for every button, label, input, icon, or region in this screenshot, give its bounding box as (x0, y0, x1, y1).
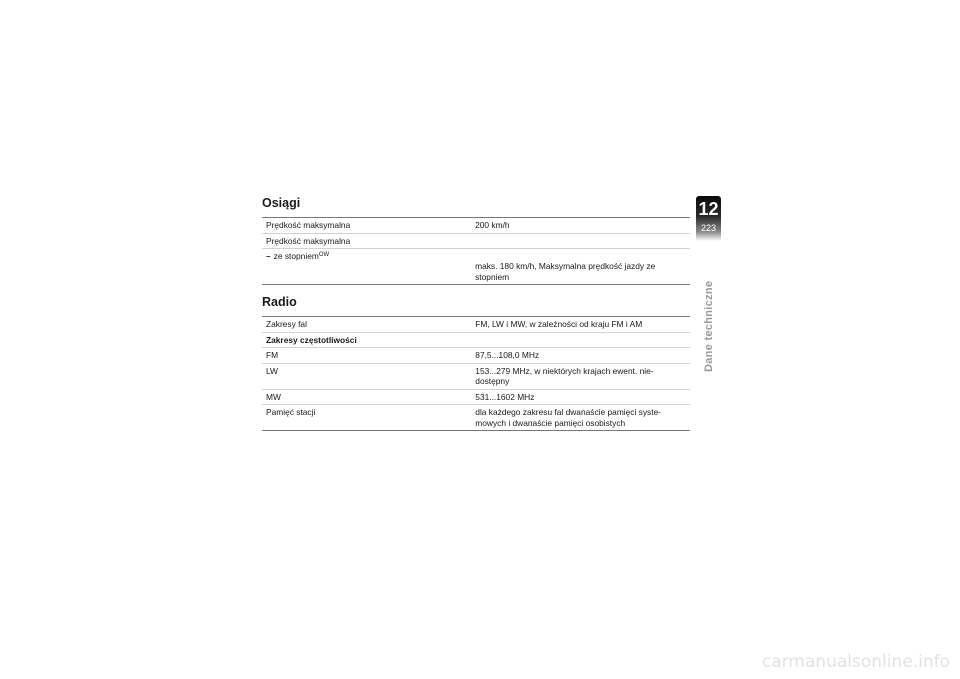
row-value: 87,5...108,0 MHz (471, 348, 690, 364)
table-row (262, 332, 690, 348)
row-label: Pamięć stacji (262, 405, 471, 431)
table-row (262, 249, 690, 285)
row-label: FM (262, 348, 471, 364)
chapter-tab (696, 196, 721, 241)
row-label: Prędkość maksymalna (262, 233, 471, 249)
chapter-side-title: Dane techniczne (703, 280, 715, 372)
section-title-radio: Radio (262, 295, 297, 309)
row-label-text: ze stopniem (273, 251, 319, 261)
row-label: Zakresy fal (266, 319, 307, 329)
table-row (262, 363, 690, 389)
footnote-marker: OW (318, 252, 330, 258)
section-title-performance: Osiągi (262, 196, 301, 210)
row-value: 153...279 MHz, w niektórych krajach ewent. nie-dostępny (471, 363, 690, 389)
row-label: MW (262, 389, 471, 405)
row-label: Prędkość maksymalna (266, 220, 351, 230)
row-label: LW (262, 363, 471, 389)
page-number: 223 (700, 223, 717, 233)
table-row (262, 348, 690, 364)
table-row (262, 405, 690, 431)
row-value (471, 332, 690, 348)
radio-table (262, 316, 690, 431)
row-value (471, 233, 690, 249)
table-row (262, 389, 690, 405)
table-row (262, 317, 690, 333)
table-row (262, 233, 690, 249)
row-value: FM, LW i MW, w zależności od kraju FM i AM (475, 319, 643, 329)
row-value: maks. 180 km/h, Maksymalna prędkość jazdy ze stopniem (471, 249, 690, 285)
table-row (262, 218, 690, 234)
row-value: dla każdego zakresu fal dwanaście pamięci syste-mowych i dwanaście pamięci osobistych (471, 405, 690, 431)
dash-bullet: – (266, 251, 271, 261)
row-value: 200 km/h (475, 220, 510, 230)
row-subheading: Zakresy częstotliwości (262, 332, 471, 348)
watermark: carmanualsonline.info (761, 652, 950, 672)
chapter-number: 12 (698, 199, 719, 219)
row-label (262, 249, 471, 285)
manual-content (262, 196, 690, 431)
performance-table (262, 217, 690, 285)
row-value: 531...1602 MHz (471, 389, 690, 405)
